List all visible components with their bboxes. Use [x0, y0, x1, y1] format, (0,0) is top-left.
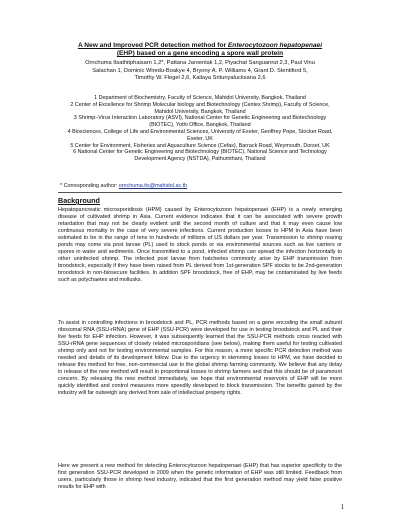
- title-line-1: [60, 42, 340, 50]
- background-paragraph-2: To assist in controlling infections in broodstock and PL, PCR methods based on a gene encoding the small subunit ribosomal RNA (SSU-rRNA) gene of EHP (SSU-PCR) were developed for use in testing broodstock and PL and their live feeds for EHP infection. However, it was subsequently learned that the SSU-PCR methods cross reacted with SSU-rRNA gene sequences of closely related microsporidians (see below), making them useful for testing cultivated shrimp only and not for testing environmental samples. For this reason, a more specific PCR detection method was needed and details of its development follow. Due to the urgency in stemming losses to HPM, we have decided to release this method for free, non-commercial use to the global shrimp farming community. We believe that any delay in release of the new method will result in proportional losses to shrimp farmers and that this should be of paramount concern. By releasing the new method immediately, we hope that environmental reservoirs of EHP will be more quickly identified and control measures more speedily developed to block transmission. The benefits gained by the industry will far outweigh any derived from sale of intellectual property rights.: [58, 320, 342, 396]
- corresponding-label: * Corresponding author:: [60, 183, 119, 189]
- affiliation-6: 6 National Center for Genetic Engineering and Biotechnology (BIOTEC), National Science and Technology Development Agency (NSTDA), Pathumthani, Thailand: [73, 149, 327, 163]
- background-paragraph-1: Hepatopancreatic microsporidiosis (HPM) caused by Enterocytozoon hepatopenaei (EHP) is a newly emerging disease of cultivated shrimp in Asia. Current evidence indicates that it can be associated with severe growth retardation that may not be clearly evident until the second month of culture and that it may even cause low continuous mortality in the case of very severe infections. Current production losses to HPM in Asia have been estimated to be in the range of tens to hundreds of millions of US dollars per year. Transmission to shrimp rearing ponds may come via post larvae (PL) used to stock ponds or via environmental sources such as live carriers or spores in water and sediments. Once transmitted to a pond, infected shrimp can spread the infection horizontally to other uninfected shrimp. The infected post larvae from hatcheries commonly arise by EHP transmission from broodstock, especially if they have been raised from PL derived from 1st-generation SPF stocks to be 2nd-generation broodstock in non-biosecure facilities. In addition SPF broodstock, free of EHP, may be contaminated by live feeds such as polychaetes and mollusks.: [58, 207, 342, 283]
- affiliation-5: 5 Center for Environment, Fisheries and Aquaculture Science (Cefas), Barrack Road, Weymouth, Dorset, UK: [70, 142, 330, 149]
- title-species-name: Enterocytozoon hepatopenaei: [227, 42, 323, 49]
- affiliation-3: 3 Shrimp–Virus Interaction Laboratory (ASVI), National Center for Genetic Engineering and Biotechnology (BIOTEC), Yothi Office, Bangkok, Thailand: [73, 115, 327, 129]
- background-heading: Background: [58, 196, 100, 205]
- affiliation-4: 4 Biosciences, College of Life and Environmental Sciences, University of Exeter, Geoffrey Pope, Stocker Road, Exeter, UK: [67, 128, 333, 142]
- author-line-3: Timothy W. Flegel 2,6, Kallaya Sritunyalucksana 2,6: [134, 75, 266, 82]
- affiliation-1: 1 Department of Biochemistry, Faculty of Science, Mahidol University, Bangkok, Thailand: [94, 95, 306, 101]
- author-line-1: Ornchuma Itsathitphaisarn 1,2*, Pattana Jaroenlak 1,2, Piyachat Sanguanrut 2,3, Paul Vinu: [85, 60, 315, 66]
- title-line-2: (EHP) based on a gene encoding a spore wall protein: [116, 50, 284, 58]
- paper-title: [60, 42, 340, 59]
- page-number: 1: [340, 503, 344, 511]
- affiliation-2: 2 Center of Excellence for Shrimp Molecular biology and Biotechnology (Centex Shrimp), Faculty of Science, Mahidol University, Bangkok, Thailand: [70, 101, 330, 115]
- author-line-2: Salachan 1, Dominic Wiredu-Boakye 4, Bryony A. P. Williams 4, Grant D. Stentiford 5,: [92, 67, 308, 74]
- corresponding-email-link[interactable]: ornchuma.its@mahidol.ac.th: [118, 183, 188, 189]
- corresponding-author: [60, 183, 187, 190]
- title-text: A New and Improved PCR detection method for: [77, 42, 228, 49]
- author-list: [60, 60, 340, 83]
- affiliation-list: [62, 95, 338, 163]
- background-paragraph-3: Here we present a new method for detecting Enterocytozoon hepatopenaei (EHP) that has superior specificity to the first generation SSU-PCR developed in 2009 when the genetic information of EHP was still limited. Feedback from users, particularly those in shrimp feed industry, indicated that the first generation method may yield false positive results for EHP with: [58, 463, 342, 490]
- section-divider: [58, 192, 342, 193]
